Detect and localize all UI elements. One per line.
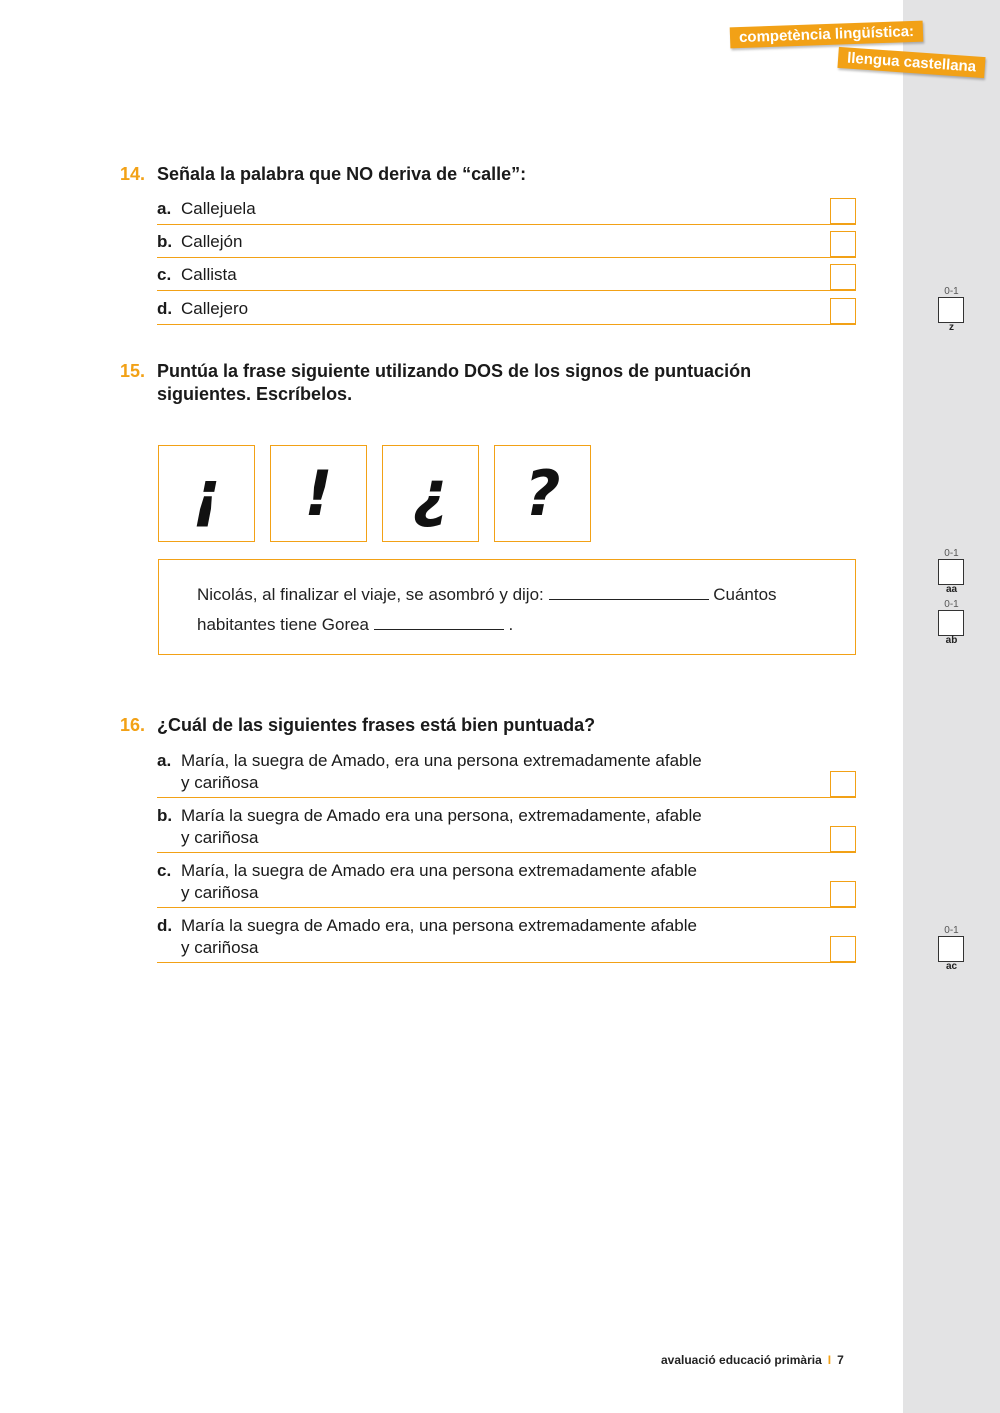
score-label: ab xyxy=(945,635,958,646)
scoring-sidebar xyxy=(903,0,1000,1413)
option-text xyxy=(181,860,761,904)
score-range: 0-1 xyxy=(944,286,959,297)
score-label: ac xyxy=(945,961,958,972)
score-box-ac[interactable] xyxy=(938,936,964,962)
answer-blank-1[interactable] xyxy=(549,582,709,600)
option-letter: b. xyxy=(157,806,173,825)
question-number: 14. xyxy=(120,164,146,184)
answer-checkbox-a[interactable] xyxy=(830,198,856,224)
option-text: Callejero xyxy=(181,299,249,318)
answer-checkbox-c[interactable] xyxy=(830,881,856,907)
score-ac xyxy=(938,925,965,972)
q16-option-a xyxy=(157,750,856,798)
question-text: Señala la palabra que NO deriva de “calle”: xyxy=(157,164,527,184)
answer-blank-2[interactable] xyxy=(374,612,504,630)
option-text xyxy=(181,750,761,794)
option-line: María la suegra de Amado era una persona, extremadamente, afable xyxy=(181,806,702,825)
option-letter: a. xyxy=(157,751,172,770)
answer-checkbox-b[interactable] xyxy=(830,231,856,257)
q14-option-b xyxy=(157,231,856,258)
question-14-title xyxy=(120,163,526,186)
q16-option-c xyxy=(157,860,856,908)
option-line: y cariñosa xyxy=(181,938,259,957)
question-text: ¿Cuál de las siguientes frases está bien puntuada? xyxy=(157,715,596,735)
option-line: María, la suegra de Amado era una persona extremadamente afable xyxy=(181,861,697,880)
q14-option-d xyxy=(157,298,856,325)
sentence-text: habitantes tiene Gorea xyxy=(197,615,370,634)
score-range: 0-1 xyxy=(944,548,959,559)
answer-checkbox-a[interactable] xyxy=(830,771,856,797)
answer-checkbox-d[interactable] xyxy=(830,298,856,324)
option-letter: b. xyxy=(157,232,173,251)
answer-checkbox-d[interactable] xyxy=(830,936,856,962)
punctuation-sentence-box xyxy=(158,559,856,655)
option-letter: c. xyxy=(157,861,172,880)
option-text: Callista xyxy=(181,265,237,284)
question-text: Puntúa la frase siguiente utilizando DOS de los signos de puntuación siguientes. Escríbelos. xyxy=(157,361,752,404)
q16-option-b xyxy=(157,805,856,853)
answer-checkbox-c[interactable] xyxy=(830,264,856,290)
option-line: y cariñosa xyxy=(181,828,259,847)
score-box-aa[interactable] xyxy=(938,559,964,585)
option-letter: c. xyxy=(157,265,172,284)
sentence-line-1 xyxy=(197,580,855,610)
option-letter: a. xyxy=(157,199,172,218)
score-range: 0-1 xyxy=(944,925,959,936)
sentence-text: Nicolás, al finalizar el viaje, se asombró y dijo: xyxy=(197,585,544,604)
subject-tag-language: llengua castellana xyxy=(837,47,985,78)
subject-tag-competence: competència lingüística: xyxy=(730,21,924,49)
option-line: y cariñosa xyxy=(181,773,259,792)
question-number: 16. xyxy=(120,715,146,735)
symbol-exclamation: ! xyxy=(270,445,367,542)
sentence-text: Cuántos xyxy=(713,585,777,604)
score-box-ab[interactable] xyxy=(938,610,964,636)
page-footer xyxy=(661,1353,844,1367)
score-z xyxy=(938,286,965,333)
q16-option-d xyxy=(157,915,856,963)
sentence-line-2 xyxy=(197,610,855,640)
option-text: Callejuela xyxy=(181,199,256,218)
q14-option-c xyxy=(157,264,856,291)
option-line: María la suegra de Amado era, una persona extremadamente afable xyxy=(181,916,697,935)
symbol-question: ? xyxy=(494,445,591,542)
score-label: aa xyxy=(945,584,958,595)
question-number: 15. xyxy=(120,361,146,381)
symbol-inverted-question: ¿ xyxy=(382,445,479,542)
symbol-inverted-exclamation: ¡ xyxy=(158,445,255,542)
option-text xyxy=(181,915,761,959)
page-number: 7 xyxy=(837,1353,844,1367)
score-aa xyxy=(938,548,965,595)
score-range: 0-1 xyxy=(944,599,959,610)
option-text: Callejón xyxy=(181,232,243,251)
sentence-text: . xyxy=(508,615,514,634)
answer-checkbox-b[interactable] xyxy=(830,826,856,852)
score-box-z[interactable] xyxy=(938,297,964,323)
footer-separator: I xyxy=(827,1353,832,1367)
option-text xyxy=(181,805,761,849)
option-letter: d. xyxy=(157,916,173,935)
question-16-title xyxy=(120,714,595,737)
footer-text: avaluació educació primària xyxy=(661,1353,822,1367)
q14-option-a xyxy=(157,198,856,225)
question-15-title xyxy=(120,360,847,406)
score-label: z xyxy=(949,322,954,333)
option-letter: d. xyxy=(157,299,173,318)
score-ab xyxy=(938,599,965,646)
option-line: y cariñosa xyxy=(181,883,259,902)
option-line: María, la suegra de Amado, era una persona extremadamente afable xyxy=(181,751,702,770)
